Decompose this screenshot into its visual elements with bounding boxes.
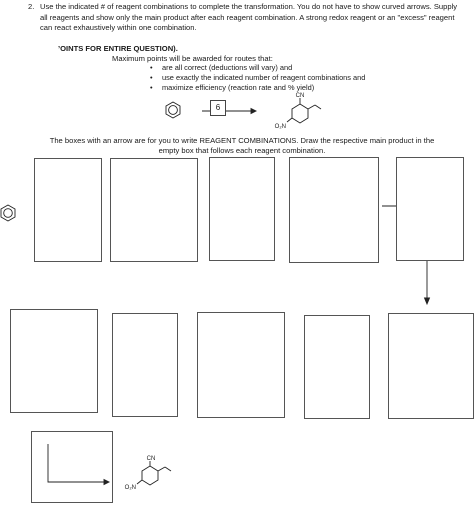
reagent-box-5[interactable] — [304, 315, 370, 419]
product-box-5[interactable] — [388, 313, 474, 419]
criterion-item: • are all correct (deductions will vary) and — [150, 63, 365, 73]
points-subtitle: Maximum points will be awarded for routes that: — [112, 54, 273, 63]
criterion-item: • maximize efficiency (reaction rate and % yield) — [150, 83, 365, 93]
product-box-4[interactable] — [197, 312, 285, 418]
criterion-item: • use exactly the indicated number of reagent combinations and — [150, 73, 365, 83]
product-box-2[interactable] — [289, 157, 379, 263]
benzene-structure — [166, 102, 180, 118]
final-product-cn-label: CN — [146, 456, 156, 462]
final-product-no2-label: O₂N — [124, 485, 136, 491]
reagent-box-1[interactable] — [34, 158, 102, 262]
step-count: 6 — [215, 103, 221, 112]
question-text — [28, 2, 460, 34]
reagent-box-3[interactable] — [396, 157, 464, 261]
criteria-list — [150, 63, 365, 93]
question-number: 2. — [28, 2, 35, 11]
points-title: ’OINTS FOR ENTIRE QUESTION). — [58, 44, 178, 53]
product-structure — [287, 98, 321, 123]
start-benzene-structure — [1, 205, 15, 221]
product-cn-label: CN — [295, 93, 305, 99]
step-count-box — [210, 100, 226, 116]
instructions-text: The boxes with an arrow are for you to write REAGENT COMBINATIONS. Draw the respective main product in the empty box that follows each reagent combination. — [49, 136, 435, 155]
product-box-1[interactable] — [110, 158, 198, 262]
final-product-structure — [137, 461, 171, 485]
question-body: Use the indicated # of reagent combinations to complete the transformation. You do not have to show curved arrows. Supply all reagents and show only the main product after each reagent combination. A strong redox reagent or an "excess" reagent can react exhaustively within one combination. — [40, 2, 458, 33]
product-box-3[interactable] — [10, 309, 98, 413]
reagent-box-6[interactable] — [31, 431, 113, 503]
reagent-box-2[interactable] — [209, 157, 275, 261]
product-no2-label: O₂N — [274, 124, 286, 130]
reagent-box-4[interactable] — [112, 313, 178, 417]
